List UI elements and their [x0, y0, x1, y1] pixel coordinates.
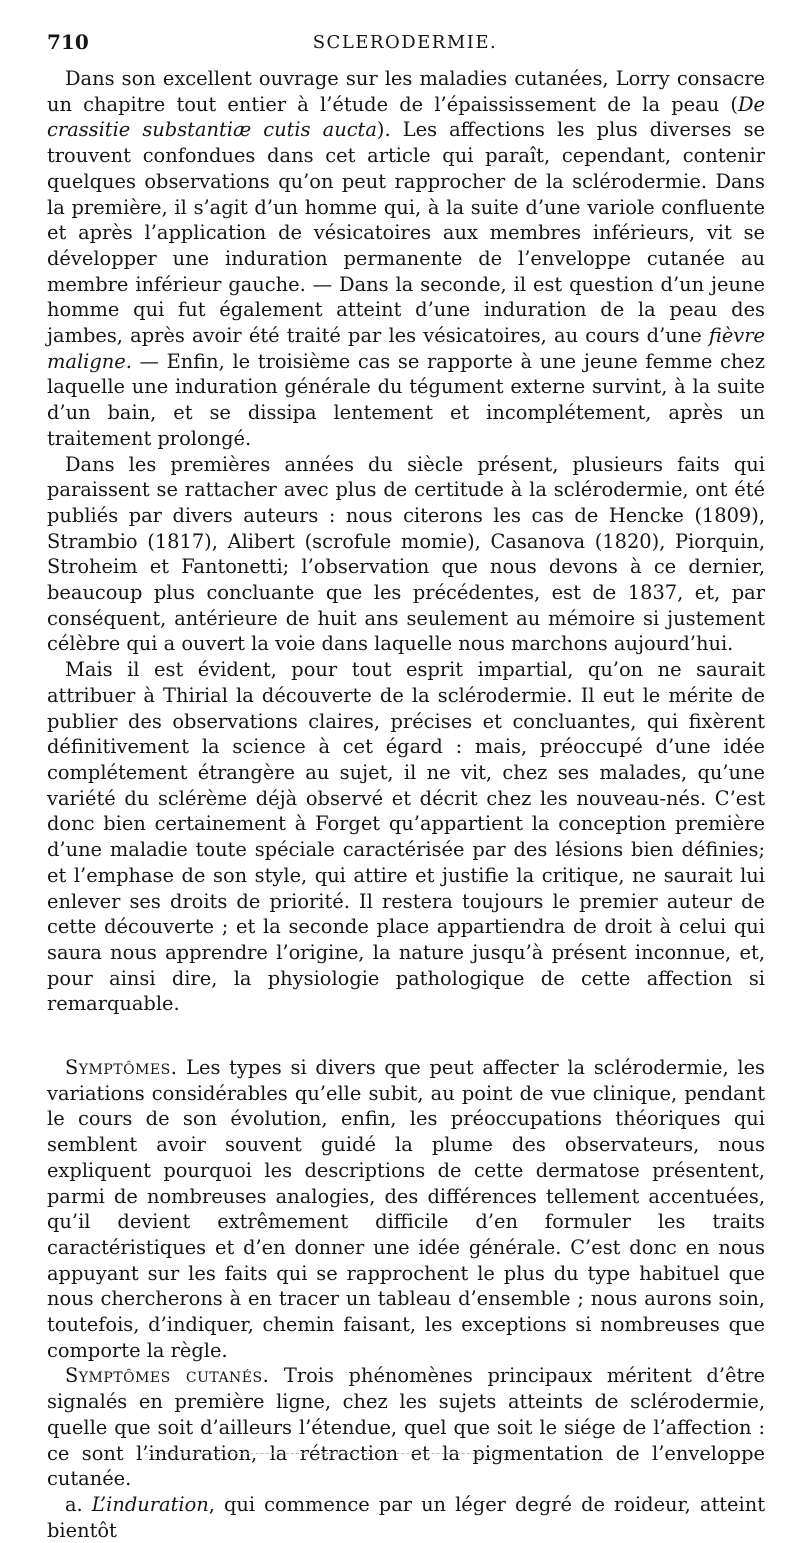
italic-run: fièvre maligne.	[47, 324, 765, 373]
paragraph	[47, 66, 765, 452]
section-heading: Symptômes.	[65, 1056, 178, 1080]
page-number: 710	[47, 30, 89, 54]
text-run: , qui commence par un léger degré de roideur, atteint bientôt	[47, 1492, 765, 1542]
text-run: — Enfin, le troisième cas se rapporte à une jeune femme chez laquelle une induration générale du tégument externe survint, à la suite d’un bain, et se dissipa lentement et incomplétement, après un traitement prolongé.	[47, 349, 765, 450]
text-run: Dans les premières années du siècle présent, plusieurs faits qui paraissent se rattacher avec plus de certitude à la sclérodermie, ont été publiés par divers auteurs : nous citerons les cas de Hencke (1809), Strambio (1817), Alibert (scrofule momie), Casanova (1820), Piorquin, Stroheim et Fantonetti; l’observation que nous devons à ce dernier, beaucoup plus concluante que les précédentes, est de 1837, et, par conséquent, antérieure de huit ans seulement au mémoire si justement célèbre qui a ouvert la voie dans laquelle nous marchons aujourd’hui.	[47, 452, 765, 656]
text-run: Trois phénomènes principaux méritent d’être signalés en première ligne, chez les sujets atteints de sclérodermie, quelle que soit d’ailleurs l’étendue, quel que soit le siége de l’affection : ce sont l’induration, la rétraction et la pigmentation de l’enveloppe cutanée.	[47, 1364, 765, 1491]
paragraph	[47, 1363, 765, 1492]
running-title: SCLERODERMIE.	[312, 32, 498, 53]
text-run: Les types si divers que peut affecter la sclérodermie, les variations considérables qu’elle subit, au point de vue clinique, pendant le cours de son évolution, enfin, les préoccupations théoriques qui semblent avoir souvent guidé la plume des observateurs, nous expliquent pourquoi les descriptions de cette dermatose présentent, parmi de nombreuses analogies, des différences tellement accentuées, qu’il devient extrêmement difficile d’en formuler les traits caractéristiques et d’en donner une idée générale. C’est donc en nous appuyant sur les faits qui se rapprochent le plus du type habituel que nous chercherons à en tracer un tableau d’ensemble ; nous aurons soin, toutefois, d’indiquer, chemin faisant, les exceptions si nombreuses que comporte la règle.	[47, 1056, 765, 1362]
text-run: a.	[65, 1492, 92, 1516]
paragraph	[47, 657, 765, 1017]
paragraph	[47, 1055, 765, 1363]
text-run: Mais il est évident, pour tout esprit impartial, qu’on ne saurait attribuer à Thirial la découverte de la sclérodermie. Il eut le mérite de publier des observations claires, précises et concluantes, qui fixèrent définitivement la science à cet égard : mais, préoccupé d’une idée complétement étrangère au sujet, il ne vit, chez ses malades, qu’une variété du sclérème déjà observé et décrit chez les nouveau-nés. C’est donc bien certainement à Forget qu’appartient la conception première d’une maladie toute spéciale caractérisée par des lésions bien définies; et l’emphase de son style, qui attire et justifie la critique, ne saurait lui enlever ses droits de priorité. Il restera toujours le premier auteur de cette découverte ; et la seconde place appartiendra de droit à celui qui saura nous apprendre l’origine, la nature jusqu’à présent inconnue, et, pour ainsi dire, la physiologie pathologique de cette affection si remarquable.	[47, 658, 765, 1016]
paragraph	[47, 1492, 765, 1543]
page-header	[47, 30, 763, 60]
body-text	[47, 66, 765, 1543]
footer-rule	[145, 1453, 505, 1454]
text-run: ). Les affections les plus diverses se trouvent confondues dans cet article qui paraît, cependant, contenir quelques observations qu’on peut rapprocher de la sclérodermie. Dans la première, il s’agit d’un homme qui, à la suite d’une variole confluente et après l’application de vésicatoires aux membres inférieurs, vit se développer une induration permanente de l’enveloppe cutanée au membre inférieur gauche. — Dans la seconde, il est question d’un jeune homme qui fut également atteint d’une induration de la peau des jambes, après avoir été traité par les vésicatoires, au cours d’une	[47, 118, 765, 348]
paragraph	[47, 452, 765, 658]
section-heading: Symptômes cutanés.	[65, 1364, 270, 1388]
italic-run: De crassitie substantiæ cutis aucta	[47, 92, 765, 142]
text-run: Dans son excellent ouvrage sur les maladies cutanées, Lorry consacre un chapitre tout entier à l’étude de l’épaississement de la peau (	[47, 67, 765, 116]
italic-run: L’induration	[91, 1492, 209, 1516]
